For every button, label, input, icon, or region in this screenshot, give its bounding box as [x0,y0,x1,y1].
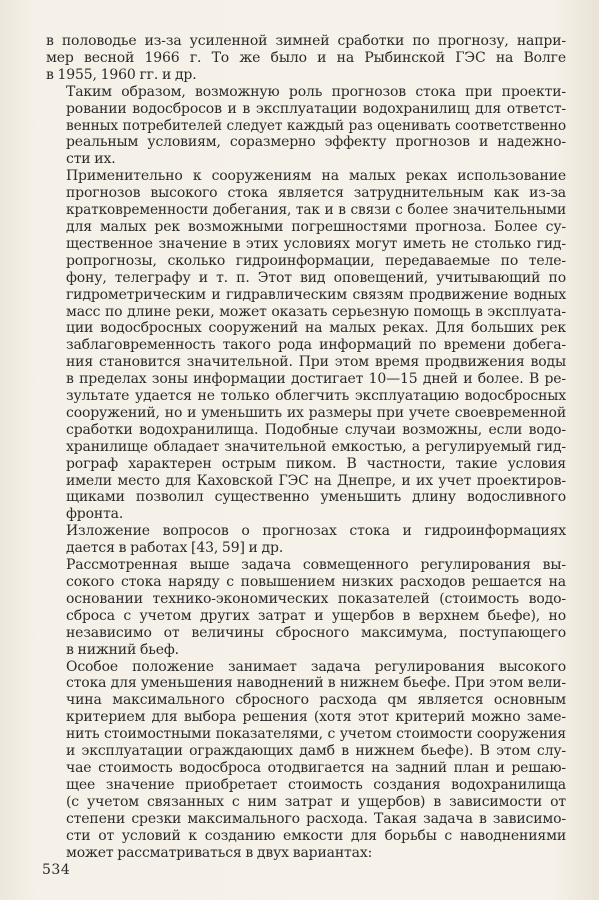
text-line: (с учетом связанных с ним затрат и ущербов) в зависимости от [66,793,566,810]
text-column [46,33,566,861]
text-line: масс по длине реки, может оказать серьезную помощь в эксплуата- [66,303,566,320]
text-line: критерием для выбора решения (хотя этот критерий можно заме- [66,709,566,726]
text-line: Особое положение занимает задача регулирования высокого [66,658,566,675]
text-line: щиками позволил существенно уменьшить длину водосливного [66,489,566,506]
text-line: для малых рек возможными погрешностями прогноза. Более су- [66,218,566,235]
text-line: ропрогнозы, сколько гидроинформации, передаваемые по теле- [66,252,566,269]
text-line: Рассмотренная выше задача совмещенного регулирования вы- [66,557,566,574]
paragraph [46,557,566,658]
text-line: гидрометрическим и гидравлическим связям продвижение водных [66,286,566,303]
text-line: в половодье из-за усиленной зимней сработки по прогнозу, напри- [46,33,566,49]
text-line: кратковременности добегания, так и в связи с более значительными [66,202,566,219]
text-line: заблаговременность такого рода информаций по времени добега- [66,337,566,354]
text-line: Изложение вопросов о прогнозах стока и гидроинформациях [66,523,566,540]
text-line: рограф характерен острым пиком. В частности, такие условия [66,455,566,472]
text-line: мер весной 1966 г. То же было и на Рыбинской ГЭС на Волге [46,49,566,66]
text-line: реальным условиям, соразмерно эффекту прогнозов и надежно- [66,134,566,151]
text-line: венных потребителей следует каждый раз оценивать соответственно [66,117,566,134]
paragraph [46,33,566,84]
text-line: ния становится значительной. При этом время продвижения воды [66,354,566,371]
text-line: Применительно к сооружениям на малых реках использование [66,168,566,185]
text-line: сокого стока наряду с повышением низких расходов решается на [66,574,566,590]
text-line: сработки водохранилища. Подобные случаи возможны, если водо- [66,421,566,438]
text-line: может рассматриваться в двух вариантах: [66,844,373,861]
text-line: щее значение приобретает стоимость создания водохранилища [66,776,566,793]
text-line: сти их. [66,151,116,168]
text-line: в нижний бьеф. [66,641,179,658]
text-line: ровании водосбросов и в эксплуатации водохранилищ для ответст- [66,100,566,117]
text-line: сооружений, но и уменьшить их размеры при учете своевременной [66,404,566,421]
text-line: в пределах зоны информации достигает 10—15 дней и более. В ре- [66,371,566,388]
text-line: чае стоимость водосброса отодвигается на задний план и решаю- [66,759,566,776]
text-line: стока для уменьшения наводнений в нижнем бьефе. При этом вели- [66,675,566,692]
text-line: основании технико-экономических показателей (стоимость водо- [66,590,566,607]
text-line: имели место для Каховской ГЭС на Днепре, и их учет проектиров- [66,472,566,489]
paragraph [46,659,566,862]
text-line: прогнозов высокого стока является затруднительным как из-за [66,185,566,202]
text-line: зультате удается не только облегчить эксплуатацию водосбросных [66,388,566,405]
text-line: дается в работах [43, 59] и др. [66,540,284,557]
text-line: нить стоимостными показателями, с учетом стоимости сооружения [66,726,566,743]
text-line: хранилище обладает значительной емкостью, а регулируемый гид- [66,438,566,455]
text-line: независимо от величины сбросного максимума, поступающего [66,624,566,641]
text-line: ции водосбросных сооружений на малых реках. Для больших рек [66,320,566,337]
text-line: чина максимального сбросного расхода qм является основным [66,692,566,709]
text-line: в 1955, 1960 гг. и др. [46,66,197,83]
text-line: щественное значение в этих условиях могут иметь не столько гид- [66,235,566,252]
text-line: степени срезки максимального расхода. Такая задача в зависимо- [66,810,566,827]
text-line: фронта. [66,506,124,523]
paragraph [46,168,566,523]
text-line: сброса с учетом других затрат и ущербов в верхнем бьефе), но [66,607,566,624]
text-line: сти от условий к созданию емкости для борьбы с наводнениями [66,827,566,844]
text-line: и эксплуатации ограждающих дамб в нижнем бьефе). В этом слу- [66,743,566,760]
page-number: 534 [42,862,71,878]
paragraph [46,523,566,557]
text-line: фону, телеграфу и т. п. Этот вид оповещений, учитывающий по [66,269,566,286]
paragraph [46,84,566,169]
text-line: Таким образом, возможную роль прогнозов стока при проекти- [66,83,566,100]
